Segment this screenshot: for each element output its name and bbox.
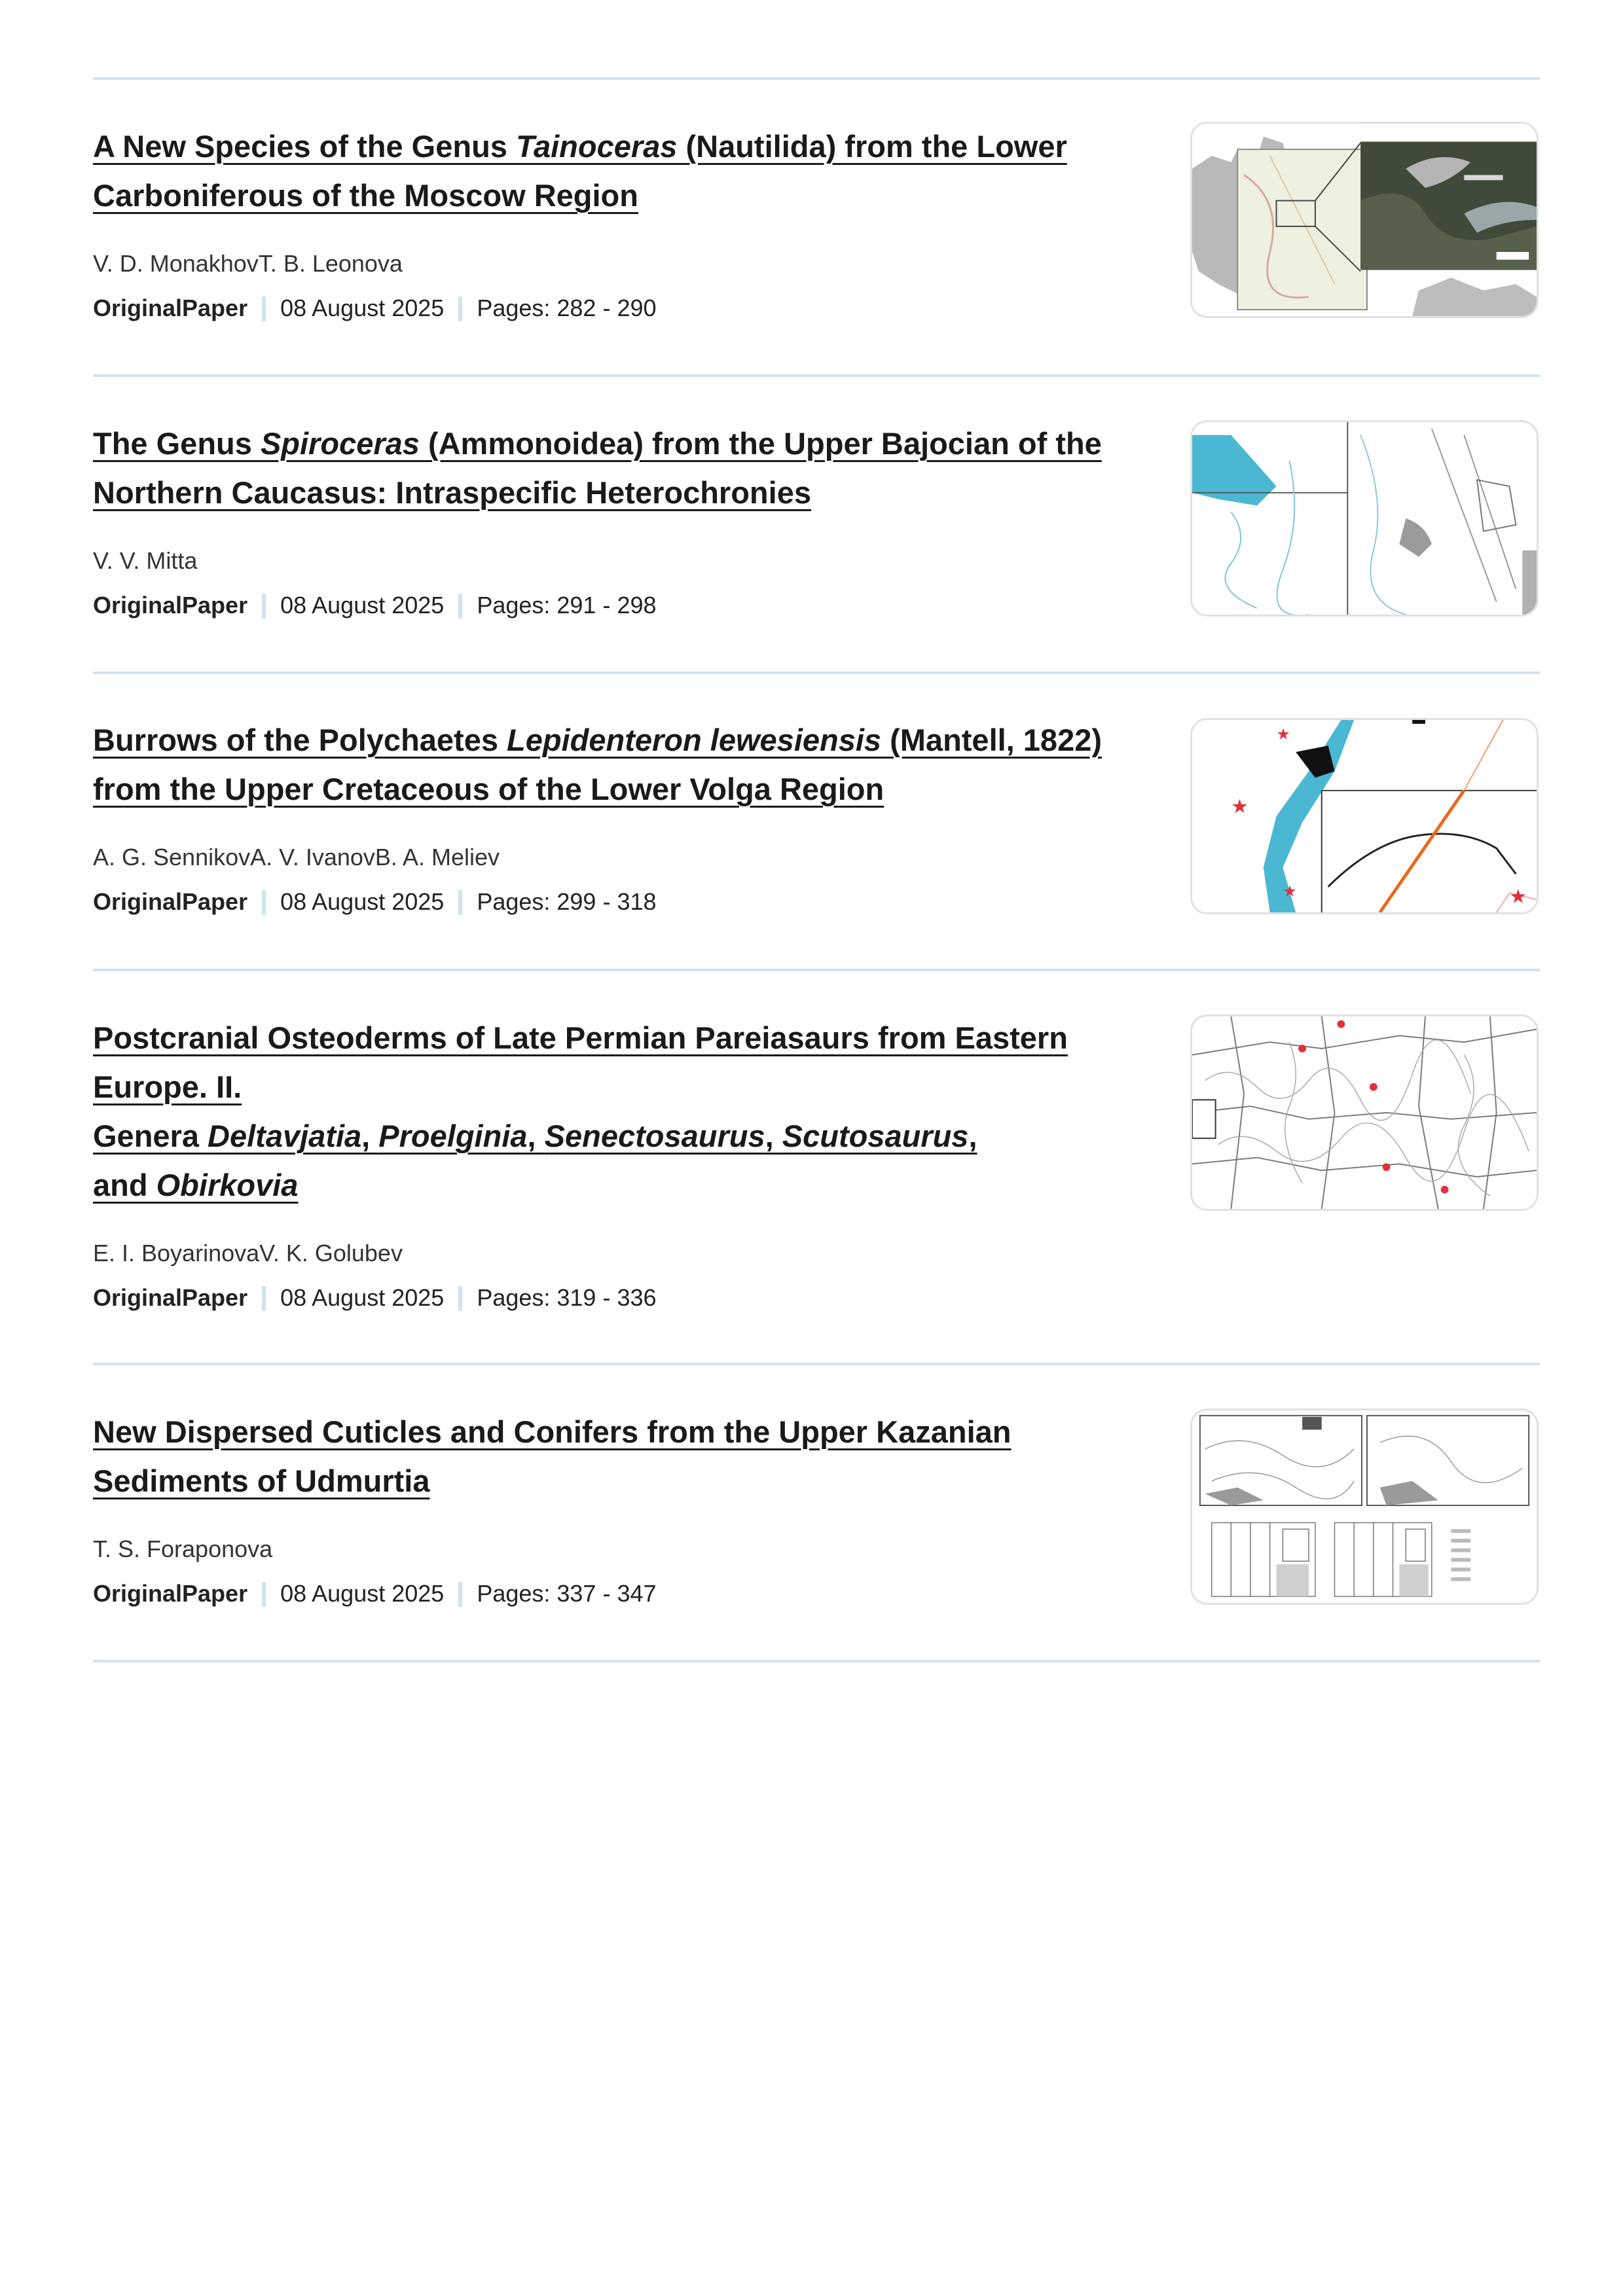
content-type: OriginalPaper <box>93 1580 248 1607</box>
article-authors: V. V. Mitta <box>93 547 198 574</box>
map-thumbnail[interactable] <box>1190 1014 1539 1211</box>
article-meta <box>93 592 1140 619</box>
page-range: Pages: 299 - 318 <box>477 888 657 915</box>
meta-separator <box>458 1582 462 1607</box>
svg-text:★: ★ <box>1231 795 1249 818</box>
article-title <box>93 1013 1140 1210</box>
content-type: OriginalPaper <box>93 1284 248 1311</box>
page-range: Pages: 319 - 336 <box>477 1284 657 1311</box>
article-authors: T. S. Foraponova <box>93 1535 273 1562</box>
page-range: Pages: 291 - 298 <box>477 592 657 619</box>
divider <box>93 672 1540 674</box>
content-type: OriginalPaper <box>93 888 248 915</box>
divider <box>93 77 1540 80</box>
article-title-link[interactable]: New Dispersed Cuticles and Conifers from the Upper Kazanian Sediments of Udmurtia <box>93 1414 1012 1498</box>
map-thumbnail[interactable] <box>1190 718 1539 914</box>
content-type: OriginalPaper <box>93 592 248 619</box>
divider <box>93 1363 1540 1365</box>
article-title-link[interactable]: Postcranial Osteoderms of Late Permian Pareiasaurs from Eastern Europe. II. Genera Deltavjatia, Proelginia, Senectosaurus, Scutosaurus, and Obirkovia <box>93 1020 1068 1202</box>
meta-separator <box>458 296 462 321</box>
meta-separator <box>262 890 266 915</box>
svg-text:★: ★ <box>1283 882 1297 901</box>
article-authors: V. D. MonakhovT. B. Leonova <box>93 250 403 277</box>
meta-separator <box>262 296 266 321</box>
meta-separator <box>262 1582 266 1607</box>
article-title <box>93 715 1140 814</box>
chart-thumbnail[interactable] <box>1190 1408 1539 1605</box>
article-title-link[interactable]: The Genus Spiroceras (Ammonoidea) from the Upper Bajocian of the Northern Caucasus: Intraspecific Heterochronies <box>93 426 1102 510</box>
divider <box>93 1660 1540 1662</box>
svg-text:★: ★ <box>1276 725 1290 744</box>
published-date: 08 August 2025 <box>280 1580 445 1607</box>
meta-separator <box>458 594 462 619</box>
article-authors: A. G. SennikovA. V. IvanovB. A. Meliev <box>93 844 500 870</box>
divider <box>93 969 1540 971</box>
svg-text:★: ★ <box>1509 885 1527 908</box>
article-title-link[interactable]: A New Species of the Genus Tainoceras (Nautilida) from the Lower Carboniferous of the Moscow Region <box>93 129 1067 213</box>
article-authors: E. I. BoyarinovaV. K. Golubev <box>93 1240 403 1266</box>
article-meta <box>93 295 1140 322</box>
page-range: Pages: 337 - 347 <box>477 1580 657 1607</box>
published-date: 08 August 2025 <box>280 888 445 915</box>
article-title <box>93 419 1140 517</box>
meta-separator <box>262 1286 266 1311</box>
article-meta <box>93 1580 1140 1607</box>
article-meta <box>93 888 1140 916</box>
published-date: 08 August 2025 <box>280 1284 445 1311</box>
map-thumbnail[interactable] <box>1190 420 1539 617</box>
meta-separator <box>458 1286 462 1311</box>
meta-separator <box>262 594 266 619</box>
article-title-link[interactable]: Burrows of the Polychaetes Lepidenteron lewesiensis (Mantell, 1822) from the Upper Cretaceous of the Lower Volga Region <box>93 723 1103 806</box>
content-type: OriginalPaper <box>93 295 248 321</box>
published-date: 08 August 2025 <box>280 295 445 321</box>
published-date: 08 August 2025 <box>280 592 445 619</box>
article-title <box>93 1407 1140 1505</box>
article-meta <box>93 1284 1140 1312</box>
page-range: Pages: 282 - 290 <box>477 295 657 321</box>
map-thumbnail[interactable] <box>1190 122 1539 318</box>
divider <box>93 374 1540 377</box>
meta-separator <box>458 890 462 915</box>
article-title <box>93 122 1140 220</box>
